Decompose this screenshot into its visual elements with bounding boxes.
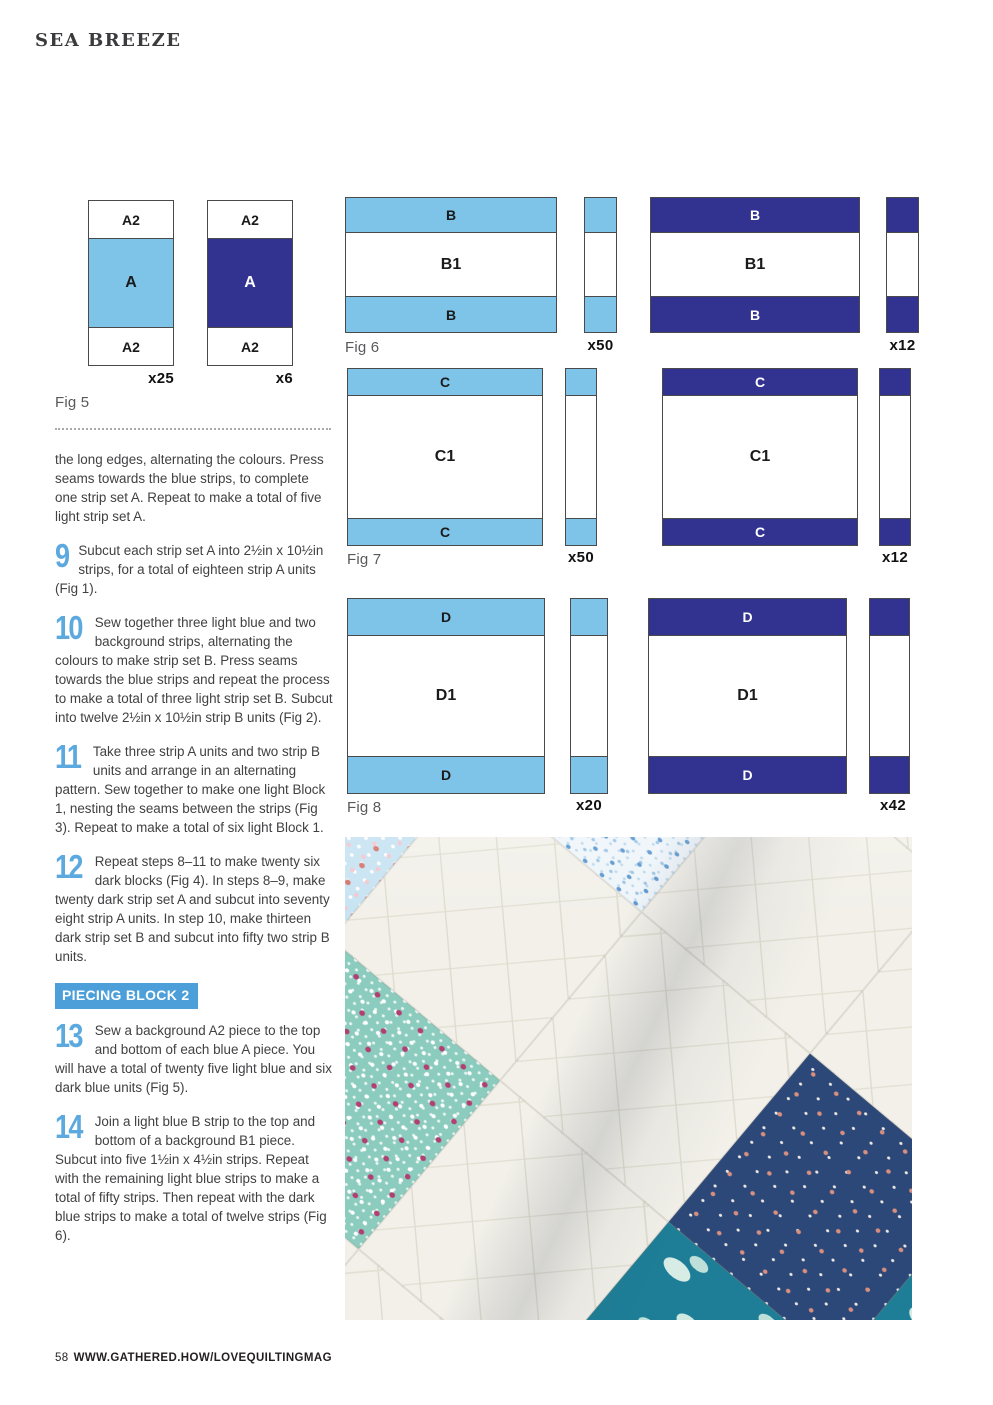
fig8-caption: Fig 8: [347, 799, 382, 816]
fig7-light-count: x50: [568, 549, 594, 566]
fig7-dark-c-bottom: C: [662, 518, 858, 546]
fig8-light-subcut-strip: [570, 598, 608, 794]
fig7-dark-c1: C1: [662, 395, 858, 519]
divider-dotted-rule: [55, 428, 331, 430]
fig6-light-count: x50: [587, 337, 614, 354]
page-number: 58: [55, 1352, 69, 1364]
fig8-dark-d-top: D: [648, 598, 847, 636]
fig8-light-d-bottom: D: [347, 756, 545, 794]
step-13-text: Sew a background A2 piece to the top and bottom of each blue A piece. You will have a total of twenty five light blue and six dark blue units (Fig 5).: [55, 1023, 332, 1095]
fig6-dark-b-top: B: [650, 197, 860, 234]
fig6-dark-b-bottom: B: [650, 296, 860, 333]
fig6-light-b1: B1: [345, 232, 557, 297]
step-9: [55, 537, 334, 598]
step-13: [55, 1017, 334, 1097]
step-10-number: 10: [55, 609, 82, 646]
step-14-number: 14: [55, 1108, 82, 1145]
fig6-light-set: [345, 197, 557, 333]
footer-url: WWW.GATHERED.HOW/LOVEQUILTINGMAG: [73, 1352, 332, 1364]
fig7-caption: Fig 7: [347, 551, 382, 568]
quilt-highlight: [345, 837, 912, 1320]
fig5-light-bottom-a2: A2: [88, 327, 174, 366]
fig8-dark-d1: D1: [648, 635, 847, 757]
fig5-dark-count: x6: [275, 370, 293, 387]
fig7-light-subcut-strip: [565, 368, 597, 546]
fig6-dark-count: x12: [889, 337, 916, 354]
fig7-light-set: [347, 368, 543, 546]
fig8-dark-d-bottom: D: [648, 756, 847, 794]
fig5-caption: Fig 5: [55, 394, 90, 411]
fig7-light-c1: C1: [347, 395, 543, 519]
body-text-column: [55, 450, 334, 1260]
intro-paragraph: the long edges, alternating the colours. Press seams towards the blue strips, to complete one strip set A. Repeat to make a total of five light strip set A.: [55, 452, 324, 524]
fig5-dark-a: A: [207, 238, 293, 329]
fig8-light-count: x20: [576, 797, 602, 814]
step-11-number: 11: [55, 738, 81, 775]
fig7-dark-subcut-strip: [879, 368, 911, 546]
fig7-light-c-bottom: C: [347, 518, 543, 546]
step-12: [55, 848, 334, 966]
fig6-dark-subcut-strip: [886, 197, 919, 333]
fig7-dark-c-top: C: [662, 368, 858, 396]
fig7-dark-set: [662, 368, 858, 546]
page-footer: [55, 1352, 332, 1364]
fig6-light-b-bottom: B: [345, 296, 557, 333]
fig6-caption: Fig 6: [345, 339, 380, 356]
fig5-dark-top-a2: A2: [207, 200, 293, 239]
fig8-light-d-top: D: [347, 598, 545, 636]
step-10-text: Sew together three light blue and two background strips, alternating the colours to make strip set B. Press seams towards the blue strips and repeat the process to make a total of three light strip set B. Subcut into twelve 2½in x 10½in strip B units (Fig 2).: [55, 615, 333, 725]
fig5-light-block: [88, 200, 174, 366]
step-11: [55, 738, 334, 837]
step-9-text: Subcut each strip set A into 2½in x 10½in strips, for a total of eighteen strip A units (Fig 1).: [55, 543, 324, 596]
quilt-photo: [345, 837, 912, 1320]
step-12-number: 12: [55, 848, 82, 885]
fig8-dark-count: x42: [880, 797, 906, 814]
step-13-number: 13: [55, 1017, 82, 1054]
fig5-dark-bottom-a2: A2: [207, 327, 293, 366]
section-heading-piecing-block-2: PIECING BLOCK 2: [55, 983, 198, 1009]
fig6-light-b-top: B: [345, 197, 557, 234]
fig8-light-d1: D1: [347, 635, 545, 757]
fig8-dark-subcut-strip: [869, 598, 910, 794]
fig5-dark-block: [207, 200, 293, 366]
step-9-number: 9: [55, 537, 69, 574]
fig5-light-a: A: [88, 238, 174, 329]
step-14-text: Join a light blue B strip to the top and bottom of a background B1 piece. Subcut into five 1½in x 4½in strips. Repeat with the remaining light blue strips to make a total of fifty strips. Then repeat with the dark blue strips to make a total of twelve strips (Fig 6).: [55, 1114, 327, 1243]
fig7-dark-count: x12: [882, 549, 908, 566]
fig6-light-subcut-strip: [584, 197, 617, 333]
step-14: [55, 1108, 334, 1245]
fig5-light-count: x25: [148, 370, 174, 387]
page-title: SEA BREEZE: [35, 30, 182, 51]
fig5-light-top-a2: A2: [88, 200, 174, 239]
step-10: [55, 609, 334, 727]
fig8-light-set: [347, 598, 545, 794]
fig7-light-c-top: C: [347, 368, 543, 396]
step-11-text: Take three strip A units and two strip B units and arrange in an alternating pattern. Sew together to make one light Block 1, nesting the seams between the strips (Fig 3). Repeat to make a total of six light Block 1.: [55, 744, 326, 835]
fig8-dark-set: [648, 598, 847, 794]
fig6-dark-b1: B1: [650, 232, 860, 297]
step-12-text: Repeat steps 8–11 to make twenty six dark blocks (Fig 4). In steps 8–9, make twenty dark strip set A and subcut into seventy eight strip A units. In step 10, make thirteen dark strip set B and subcut into fifty two strip B units.: [55, 854, 330, 964]
fig6-dark-set: [650, 197, 860, 333]
